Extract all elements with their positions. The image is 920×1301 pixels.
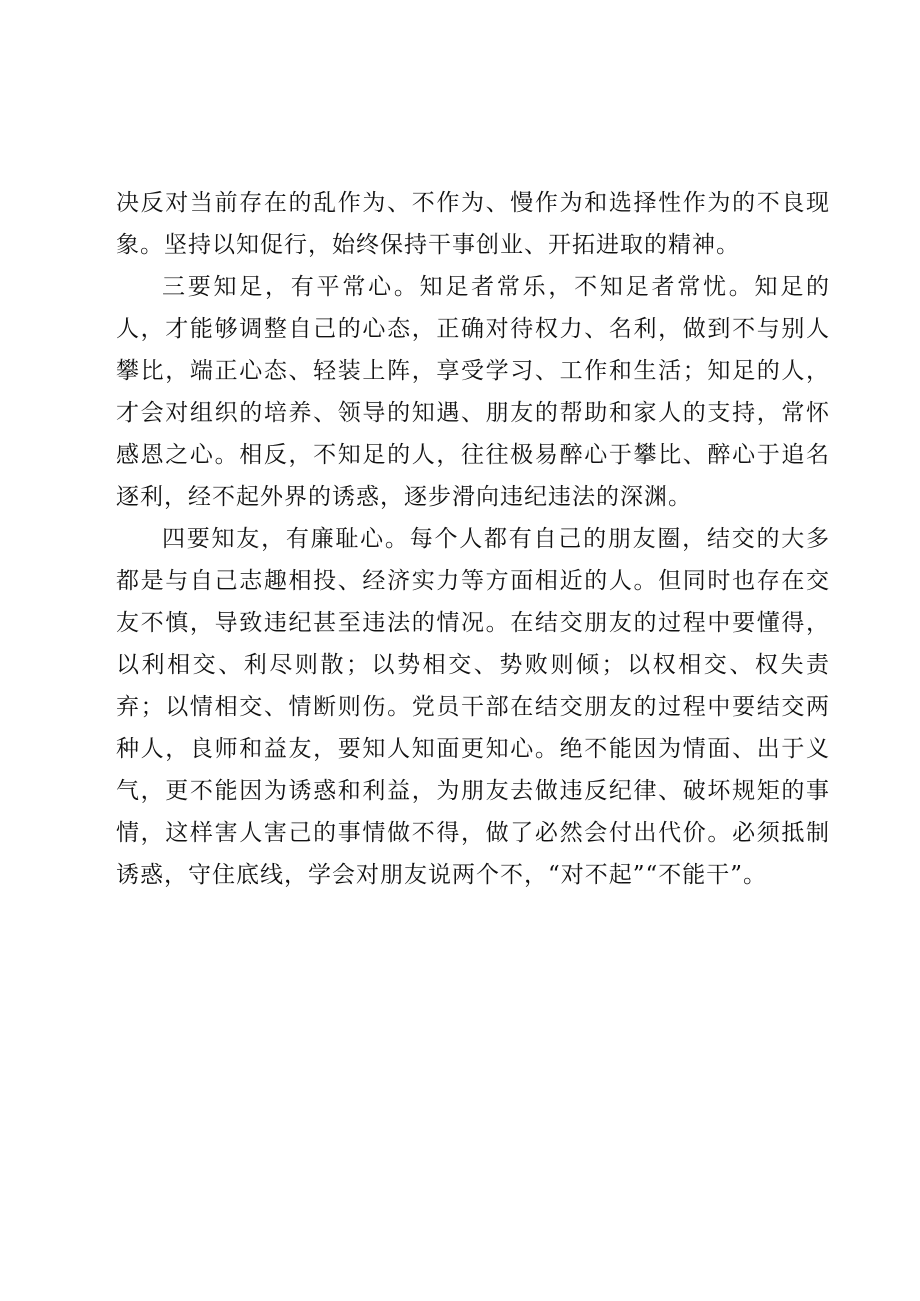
- paragraph-2: 三要知足，有平常心。知足者常乐，不知足者常忧。知足的人，才能够调整自己的心态，正确对待权力、名利，做到不与别人攀比，端正心态、轻装上阵，享受学习、工作和生活；知足的人，才会对组织的培养、领导的知遇、朋友的帮助和家人的支持，常怀感恩之心。相反，不知足的人，往往极易醉心于攀比、醉心于追名逐利，经不起外界的诱惑，逐步滑向违纪违法的深渊。: [116, 274, 830, 510]
- paragraph-3: 四要知友，有廉耻心。每个人都有自己的朋友圈，结交的大多都是与自己志趣相投、经济实力等方面相近的人。但同时也存在交友不慎，导致违纪甚至违法的情况。在结交朋友的过程中要懂得，以利相交、利尽则散；以势相交、势败则倾；以权相交、权失责弃；以情相交、情断则伤。党员干部在结交朋友的过程中要结交两种人，良师和益友，要知人知面更知心。绝不能因为情面、出于义气，更不能因为诱惑和利益，为朋友去做违反纪律、破坏规矩的事情，这样害人害己的事情做不得，做了必然会付出代价。必须抵制诱惑，守住底线，学会对朋友说两个不，“对不起”“不能干”。: [116, 526, 830, 888]
- document-body: [116, 182, 830, 896]
- paragraph-1: 决反对当前存在的乱作为、不作为、慢作为和选择性作为的不良现象。坚持以知促行，始终保持干事创业、开拓进取的精神。: [116, 190, 830, 258]
